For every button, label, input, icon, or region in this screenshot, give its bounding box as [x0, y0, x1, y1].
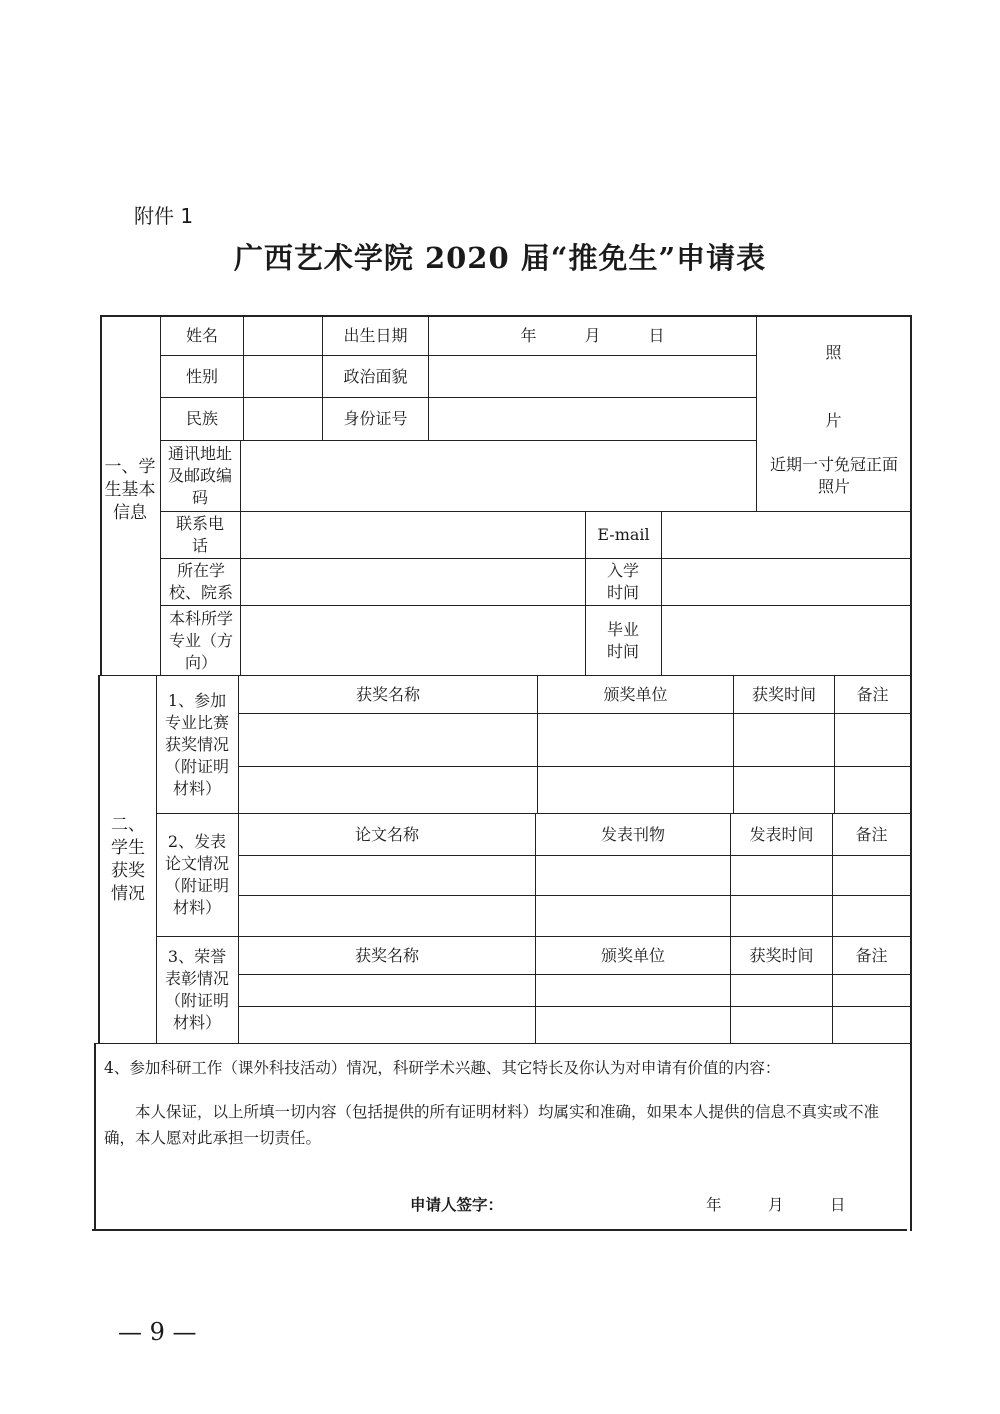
col-line	[238, 675, 239, 1043]
section1-heading: 一、学生基本信息	[104, 456, 156, 523]
table-border-left	[100, 315, 102, 675]
table-border-right	[910, 315, 912, 1231]
address-field[interactable]	[241, 441, 756, 511]
gender-field[interactable]	[244, 356, 322, 397]
label-gender: 性别	[185, 366, 218, 386]
id-number-field[interactable]	[429, 398, 756, 440]
label-address: 通讯地址及邮政编码	[168, 444, 233, 507]
ethnicity-field[interactable]	[244, 398, 322, 440]
col-publish-time: 发表时间	[749, 824, 814, 844]
col-line	[156, 675, 157, 1043]
name-field[interactable]	[244, 316, 322, 355]
col-award-name: 获奖名称	[355, 684, 420, 704]
row-line	[238, 974, 910, 975]
pledge-statement: 本人保证，以上所填一切内容（包括提供的所有证明材料）均属实和准确，如果本人提供的信息不真实或不准确，本人愿对此承担一切责任。	[104, 1103, 880, 1147]
birth-date-field[interactable]: 年 月 日	[520, 325, 665, 345]
signature-field[interactable]	[510, 1192, 690, 1218]
label-enroll-time: 入学时间	[606, 561, 639, 602]
row-line	[238, 855, 910, 856]
col-award-time: 获奖时间	[751, 684, 816, 704]
research-prompt: 4、参加科研工作（课外科技活动）情况，科研学术兴趣、其它特长及你认为对申请有价值的内容：	[104, 1059, 781, 1077]
label-honors: 3、荣誉表彰情况（附证明材料）	[164, 947, 229, 1032]
table-border-left	[98, 675, 100, 1043]
photo-label-2: 片	[825, 411, 842, 430]
label-email: E-mail	[597, 525, 650, 544]
label-political-status: 政治面貌	[343, 366, 408, 386]
graduate-time-field[interactable]	[662, 606, 910, 675]
col-remarks: 备注	[855, 945, 888, 965]
table-border-left	[94, 1043, 96, 1231]
row-line	[238, 713, 912, 714]
label-published-papers: 2、发表论文情况（附证明材料）	[164, 832, 229, 917]
col-award-issuer: 颁奖单位	[603, 684, 668, 704]
row-line	[238, 766, 912, 767]
label-graduate-time: 毕业时间	[606, 619, 639, 661]
signature-label: 申请人签字：	[410, 1195, 504, 1214]
label-name: 姓名	[185, 325, 218, 345]
col-journal: 发表刊物	[600, 824, 665, 844]
political-status-field[interactable]	[429, 356, 756, 397]
col-award-time: 获奖时间	[749, 945, 814, 965]
phone-field[interactable]	[241, 512, 585, 558]
row-line	[238, 895, 910, 896]
table-border-bottom	[92, 1229, 907, 1231]
col-award-name: 获奖名称	[354, 945, 419, 965]
label-phone: 联系电话	[176, 514, 225, 555]
major-field[interactable]	[241, 606, 585, 675]
label-id-number: 身份证号	[343, 409, 408, 428]
label-contest-awards: 1、参加专业比赛获奖情况（附证明材料）	[164, 690, 229, 798]
col-award-issuer: 颁奖单位	[600, 945, 665, 965]
enroll-time-field[interactable]	[662, 559, 910, 605]
email-field[interactable]	[662, 512, 910, 558]
signature-date: 年 月 日	[706, 1196, 846, 1214]
page-number: — 9 —	[118, 1318, 197, 1346]
photo-label-1: 照	[825, 343, 842, 362]
label-birth-date: 出生日期	[343, 325, 408, 345]
attachment-label: 附件 1	[134, 204, 194, 228]
school-field[interactable]	[241, 559, 585, 605]
col-remarks: 备注	[855, 824, 888, 844]
col-paper-title: 论文名称	[354, 824, 419, 844]
label-major: 本科所学专业（方向）	[168, 608, 233, 672]
form-title: 广西艺术学院 2020 届“推免生”申请表	[233, 241, 767, 275]
section-line	[96, 1043, 910, 1044]
label-school: 所在学校、院系	[168, 561, 233, 602]
row-line	[238, 1006, 910, 1007]
label-ethnicity: 民族	[185, 409, 218, 428]
section2-heading: 二、学生获奖情况	[111, 815, 145, 904]
col-remarks: 备注	[856, 684, 889, 704]
photo-note: 近期一寸免冠正面照片	[769, 455, 898, 496]
